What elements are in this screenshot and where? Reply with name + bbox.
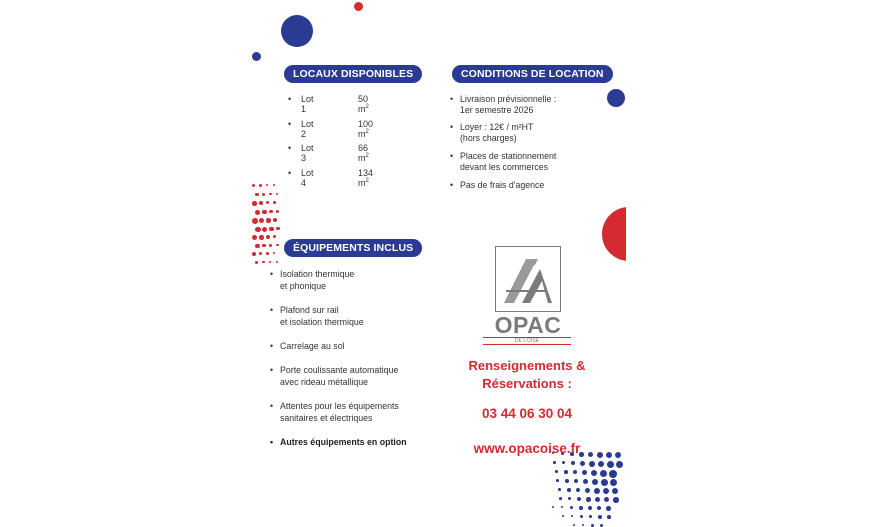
decorative-dot-icon bbox=[558, 488, 561, 491]
decorative-dot-icon bbox=[252, 252, 256, 256]
decorative-dot-icon bbox=[555, 470, 558, 473]
list-item bbox=[450, 180, 626, 191]
contact-title-line: Renseignements & bbox=[468, 358, 586, 373]
condition-line: Loyer : 12€ / m²HT bbox=[460, 122, 534, 132]
decorative-dot-icon bbox=[262, 227, 267, 232]
decorative-dot-icon bbox=[262, 193, 265, 196]
equipement-line: Autres équipements en option bbox=[280, 437, 407, 447]
list-item bbox=[270, 364, 430, 388]
bullet-icon: • bbox=[450, 180, 454, 190]
decorative-dot-icon bbox=[259, 235, 264, 240]
decorative-dot-icon bbox=[582, 524, 584, 526]
decorative-dot-icon bbox=[616, 461, 623, 468]
decorative-dot-icon bbox=[591, 470, 597, 476]
decorative-dot-icon bbox=[273, 201, 276, 204]
decorative-dot-icon bbox=[269, 227, 274, 232]
equipements-heading: ÉQUIPEMENTS INCLUS bbox=[284, 239, 422, 257]
decorative-dot-icon bbox=[552, 506, 554, 508]
equipement-line: et isolation thermique bbox=[280, 317, 364, 327]
decorative-dot-icon bbox=[269, 193, 272, 196]
flyer-page bbox=[252, 0, 626, 527]
decorative-dot-icon bbox=[276, 210, 279, 213]
decorative-dot-icon bbox=[262, 210, 267, 215]
decorative-dot-icon bbox=[255, 210, 260, 215]
list-item bbox=[270, 436, 430, 448]
lot-name: Lot 3 bbox=[301, 143, 314, 163]
decorative-dot-icon bbox=[562, 461, 565, 464]
decorative-dot-icon bbox=[255, 261, 258, 264]
list-item bbox=[450, 94, 626, 116]
bullet-icon: • bbox=[288, 143, 292, 153]
decorative-dot-icon bbox=[556, 479, 559, 482]
decorative-dot-icon bbox=[600, 470, 607, 477]
decorative-dot-icon bbox=[582, 470, 587, 475]
decorative-dot-icon bbox=[580, 461, 585, 466]
decorative-dot-icon bbox=[281, 15, 313, 47]
bullet-icon: • bbox=[270, 269, 274, 279]
equipement-line: Isolation thermique bbox=[280, 269, 355, 279]
decorative-dot-icon bbox=[553, 461, 556, 464]
decorative-dot-icon bbox=[612, 488, 618, 494]
condition-line: Pas de frais d'agence bbox=[460, 180, 545, 190]
decorative-dot-icon bbox=[354, 2, 363, 11]
decorative-dot-icon bbox=[615, 452, 621, 458]
contact-title bbox=[442, 357, 612, 393]
decorative-dot-icon bbox=[276, 227, 280, 231]
list-item bbox=[450, 151, 626, 173]
decorative-dot-icon bbox=[273, 218, 277, 222]
bullet-icon: • bbox=[450, 151, 454, 161]
decorative-dot-icon bbox=[588, 506, 592, 510]
decorative-dot-icon bbox=[609, 470, 617, 478]
decorative-dot-icon bbox=[580, 515, 583, 518]
bullet-icon: • bbox=[288, 167, 292, 178]
decorative-dot-icon bbox=[252, 184, 255, 187]
decorative-half-circle-icon bbox=[602, 207, 626, 261]
lot-size: 66 $m^2$ bbox=[358, 143, 369, 163]
decorative-dot-icon bbox=[565, 479, 569, 483]
lot-name: Lot 1 bbox=[301, 94, 314, 114]
list-item bbox=[450, 122, 626, 144]
decorative-dot-icon bbox=[601, 479, 608, 486]
bullet-icon: • bbox=[270, 401, 274, 411]
decorative-dot-icon bbox=[276, 193, 278, 195]
equipement-line: et phonique bbox=[280, 281, 326, 291]
lot-size: 100 $m^2$ bbox=[358, 118, 374, 139]
decorative-dot-icon bbox=[567, 488, 571, 492]
bullet-icon: • bbox=[270, 365, 274, 375]
decorative-dot-icon bbox=[573, 524, 575, 526]
decorative-dot-icon bbox=[576, 488, 580, 492]
decorative-dot-icon bbox=[266, 252, 269, 255]
decorative-dot-icon bbox=[574, 479, 578, 483]
bullet-icon: • bbox=[270, 341, 274, 351]
decorative-dot-icon bbox=[589, 515, 592, 518]
decorative-dot-icon bbox=[606, 506, 611, 511]
decorative-dot-icon bbox=[610, 479, 617, 486]
decorative-dot-icon bbox=[259, 218, 264, 223]
bullet-icon: • bbox=[270, 305, 274, 315]
decorative-dot-icon bbox=[266, 218, 271, 223]
condition-line: devant les commerces bbox=[460, 162, 549, 172]
decorative-dot-icon bbox=[262, 244, 266, 248]
contact-website[interactable]: www.opacoise.fr bbox=[473, 441, 581, 456]
decorative-dot-icon bbox=[570, 506, 573, 509]
condition-line: (hors charges) bbox=[460, 133, 517, 143]
decorative-dot-icon bbox=[589, 461, 595, 467]
decorative-dot-icon bbox=[579, 506, 583, 510]
decorative-dot-icon bbox=[583, 479, 588, 484]
decorative-dot-icon bbox=[255, 227, 261, 233]
lot-size: 50 $m^2$ bbox=[358, 94, 369, 114]
condition-line: Livraison prévisionnelle : bbox=[460, 94, 557, 104]
decorative-dot-icon bbox=[597, 506, 601, 510]
decorative-dot-icon bbox=[592, 479, 598, 485]
equipement-line: avec rideau métallique bbox=[280, 377, 369, 387]
conditions-heading: CONDITIONS DE LOCATION bbox=[452, 65, 613, 83]
bullet-icon: • bbox=[288, 94, 292, 104]
bullet-icon: • bbox=[450, 94, 454, 104]
equipement-line: Attentes pour les équipements bbox=[280, 401, 399, 411]
equipement-line: Carrelage au sol bbox=[280, 341, 345, 351]
equipement-line: Plafond sur rail bbox=[280, 305, 339, 315]
decorative-dot-icon bbox=[255, 244, 260, 249]
decorative-dot-icon bbox=[262, 261, 265, 264]
decorative-dot-icon bbox=[273, 235, 276, 238]
decorative-dot-icon bbox=[269, 244, 272, 247]
decorative-dot-icon bbox=[591, 524, 594, 527]
decorative-dot-icon bbox=[252, 235, 257, 240]
decorative-dot-icon bbox=[571, 515, 573, 517]
decorative-dot-icon bbox=[613, 497, 619, 503]
equipement-line: sanitaires et électriques bbox=[280, 413, 373, 423]
decorative-dot-icon bbox=[269, 261, 271, 263]
decorative-dot-icon bbox=[259, 184, 262, 187]
lot-size: 134 $m^2$ bbox=[358, 167, 374, 188]
decorative-dot-icon bbox=[273, 184, 275, 186]
decorative-dot-icon bbox=[573, 470, 577, 474]
list-item bbox=[270, 340, 430, 352]
decorative-dot-icon bbox=[568, 497, 571, 500]
decorative-dot-icon bbox=[604, 497, 609, 502]
decorative-dot-icon bbox=[598, 515, 602, 519]
decorative-dot-icon bbox=[564, 470, 568, 474]
list-item bbox=[270, 304, 430, 328]
decorative-dot-icon bbox=[561, 506, 563, 508]
lot-name: Lot 4 bbox=[301, 167, 314, 188]
decorative-dot-icon bbox=[266, 235, 270, 239]
decorative-dot-icon bbox=[276, 261, 278, 263]
equipement-line: Porte coulissante automatique bbox=[280, 365, 399, 375]
contact-phone[interactable]: 03 44 06 30 04 bbox=[481, 406, 573, 421]
decorative-dot-icon bbox=[607, 515, 611, 519]
decorative-dot-icon bbox=[259, 201, 263, 205]
decorative-dot-icon bbox=[255, 193, 259, 197]
decorative-dot-icon bbox=[585, 488, 590, 493]
bullet-icon: • bbox=[288, 118, 292, 129]
list-item bbox=[270, 268, 430, 292]
bullet-icon: • bbox=[450, 122, 454, 132]
decorative-dot-icon bbox=[607, 461, 614, 468]
decorative-dot-icon bbox=[594, 488, 600, 494]
decorative-dot-icon bbox=[276, 244, 279, 247]
decorative-dot-icon bbox=[595, 497, 600, 502]
locaux-heading: LOCAUX DISPONIBLES bbox=[284, 65, 422, 83]
decorative-dot-icon bbox=[559, 497, 562, 500]
brand-name: OPAC bbox=[494, 312, 562, 338]
decorative-dot-icon bbox=[252, 52, 261, 61]
decorative-dot-icon bbox=[598, 461, 604, 467]
lot-name: Lot 2 bbox=[301, 118, 314, 139]
opac-logo-icon bbox=[495, 246, 561, 312]
contact-title-line: Réservations : bbox=[482, 376, 572, 391]
decorative-dot-icon bbox=[273, 252, 275, 254]
decorative-dot-icon bbox=[269, 210, 273, 214]
decorative-dot-icon bbox=[259, 252, 262, 255]
brand-tagline: DE L'OISE bbox=[483, 337, 571, 345]
condition-line: 1er semestre 2026 bbox=[460, 105, 534, 115]
decorative-dot-icon bbox=[571, 461, 575, 465]
decorative-dot-icon bbox=[266, 201, 269, 204]
decorative-dot-icon bbox=[252, 218, 258, 224]
condition-line: Places de stationnement bbox=[460, 151, 557, 161]
decorative-dot-icon bbox=[266, 184, 268, 186]
decorative-dot-icon bbox=[252, 201, 257, 206]
decorative-dot-icon bbox=[603, 488, 609, 494]
decorative-dot-icon bbox=[577, 497, 581, 501]
decorative-dot-icon bbox=[586, 497, 591, 502]
bullet-icon: • bbox=[270, 437, 274, 447]
decorative-dot-icon bbox=[562, 515, 564, 517]
list-item bbox=[270, 400, 430, 424]
